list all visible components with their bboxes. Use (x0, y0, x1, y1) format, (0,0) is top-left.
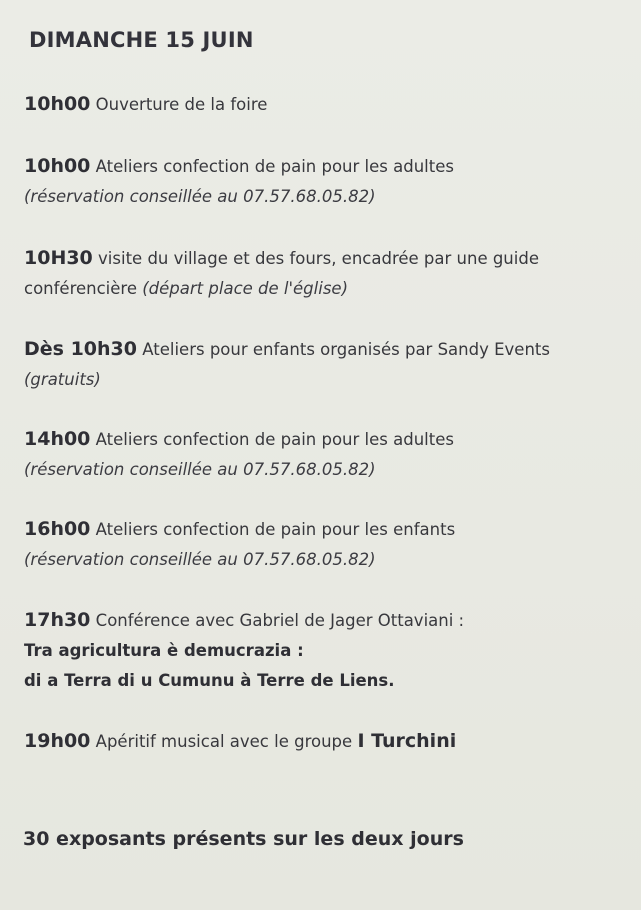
event-time: 16h00 (24, 518, 91, 540)
event-note: (réservation conseillée au 07.57.68.05.82) (24, 460, 376, 479)
event-time: 10h00 (24, 93, 91, 115)
event-description: Ateliers confection de pain pour les adultes (95, 157, 454, 176)
event-time: 10H30 (24, 247, 93, 269)
event-time: Dès 10h30 (24, 338, 137, 360)
event-note: (gratuits) (24, 370, 101, 389)
event-1000-opening (24, 89, 629, 120)
event-1400-bread-adults (24, 424, 629, 485)
event-time: 19h00 (24, 730, 91, 752)
event-1030-kids-workshops (24, 334, 629, 395)
event-description: visite du village et des fours, encadrée par une guide (98, 249, 539, 268)
event-1600-bread-kids (24, 514, 629, 575)
event-description: Ouverture de la foire (95, 95, 268, 114)
conference-title-line-1: Tra agricultura è demucrazia : (24, 641, 304, 660)
event-description: Apéritif musical avec le groupe (95, 732, 353, 751)
event-1030-village-visit (24, 243, 629, 304)
event-description: Ateliers confection de pain pour les adultes (95, 430, 454, 449)
event-description: Ateliers confection de pain pour les enfants (95, 520, 456, 539)
event-time: 17h30 (24, 609, 91, 631)
event-1900-aperitif (24, 726, 629, 757)
event-time: 14h00 (24, 428, 91, 450)
event-time: 10h00 (24, 155, 91, 177)
event-1000-bread-adults (24, 151, 629, 212)
conference-title-line-2: di a Terra di u Cumunu à Terre de Liens. (24, 671, 395, 690)
page-title: DIMANCHE 15 JUIN (29, 28, 254, 52)
exhibitors-footer: 30 exposants présents sur les deux jours (23, 828, 464, 850)
event-description: Ateliers pour enfants organisés par Sandy Events (142, 340, 550, 359)
event-note: (réservation conseillée au 07.57.68.05.82) (24, 550, 376, 569)
event-note: (réservation conseillée au 07.57.68.05.82) (24, 187, 376, 206)
band-name: I Turchini (357, 730, 457, 752)
event-description: Conférence avec Gabriel de Jager Ottaviani : (95, 611, 465, 630)
event-note: (départ place de l'église) (142, 279, 349, 298)
event-1730-conference (24, 605, 629, 696)
event-description-cont: conférencière (24, 279, 137, 298)
